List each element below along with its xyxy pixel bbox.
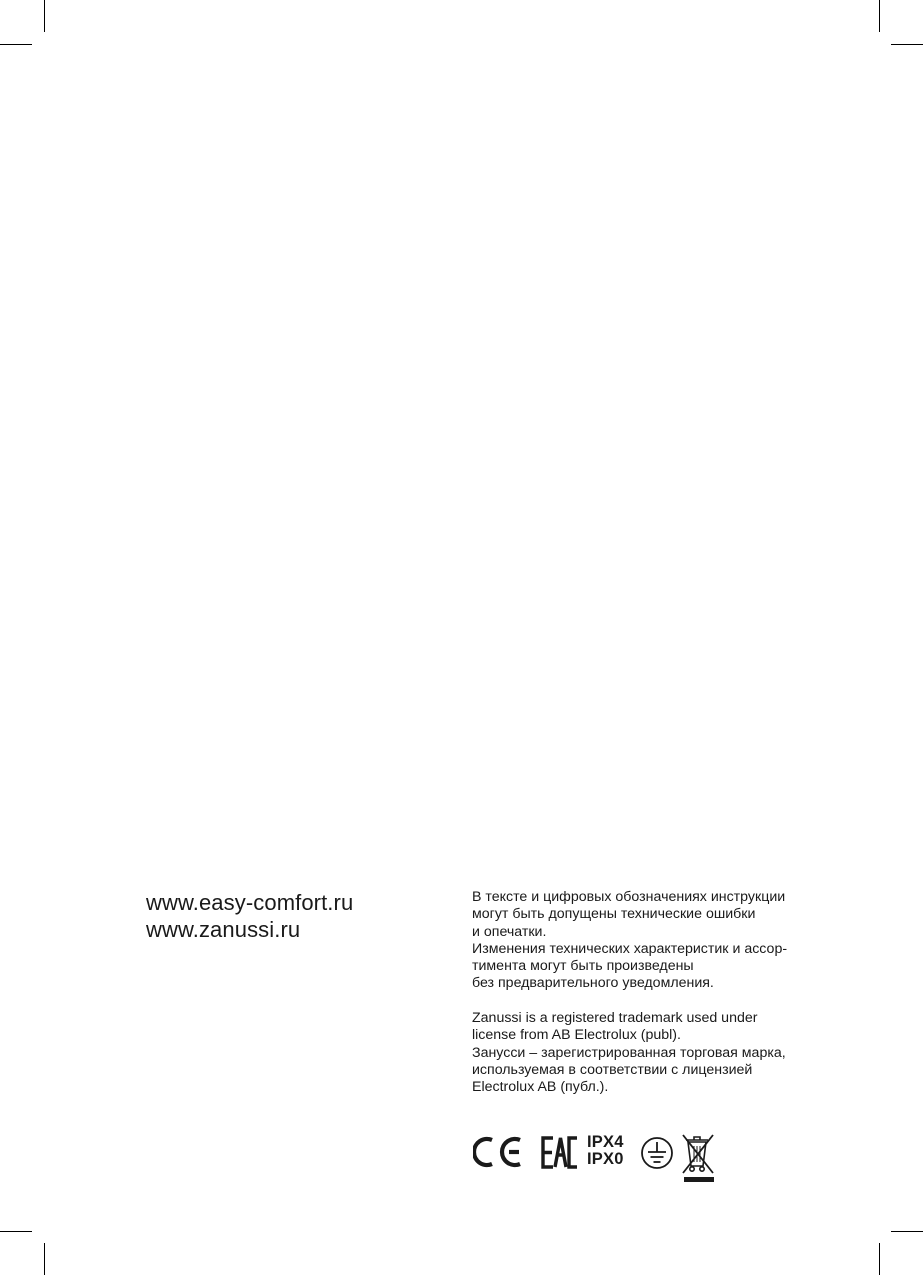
disclaimer-line: могут быть допущены технические ошибки xyxy=(472,906,756,923)
disclaimer-line: без предварительного уведомления. xyxy=(472,975,714,992)
website-links xyxy=(146,889,353,943)
certification-marks xyxy=(473,1133,733,1185)
ce-mark-icon xyxy=(474,1139,520,1165)
crop-mark-top-right-vertical xyxy=(879,0,880,32)
crop-mark-bottom-right-vertical xyxy=(879,1243,880,1275)
ip-rating-label: IPX4 xyxy=(587,1133,624,1151)
ip-rating-labels xyxy=(587,1134,624,1168)
protective-earth-icon xyxy=(642,1138,672,1168)
ip-rating-label: IPX0 xyxy=(587,1150,624,1168)
disclaimer-line: и опечатки. xyxy=(472,923,547,940)
crop-mark-top-left-horizontal xyxy=(0,44,32,45)
disclaimer-line: В тексте и цифровых обозначениях инструкции xyxy=(472,889,786,905)
legal-notes xyxy=(472,889,832,1097)
trademark-line: Zanussi is a registered trademark used under xyxy=(472,1010,758,1027)
website-link[interactable]: www.zanussi.ru xyxy=(146,917,301,942)
weee-crossed-bin-icon xyxy=(683,1135,714,1182)
website-link[interactable]: www.easy-comfort.ru xyxy=(146,890,354,915)
paragraph-spacer xyxy=(472,993,832,1010)
crop-mark-bottom-left-vertical xyxy=(44,1243,45,1275)
crop-mark-top-right-horizontal xyxy=(891,44,923,45)
trademark-line: Занусси – зарегистрированная торговая марка, xyxy=(472,1044,786,1061)
crop-mark-top-left-vertical xyxy=(44,0,45,32)
crop-mark-bottom-right-horizontal xyxy=(891,1231,923,1232)
disclaimer-line: тимента могут быть произведены xyxy=(472,958,694,975)
trademark-line: Electrolux AB (публ.). xyxy=(472,1079,609,1096)
trademark-line: license from AB Electrolux (publ). xyxy=(472,1027,681,1044)
crop-mark-bottom-left-horizontal xyxy=(0,1231,32,1232)
trademark-line: используемая в соответствии с лицензией xyxy=(472,1061,753,1078)
disclaimer-line: Изменения технических характеристик и ассор- xyxy=(472,940,788,957)
eac-mark-icon xyxy=(543,1138,577,1167)
